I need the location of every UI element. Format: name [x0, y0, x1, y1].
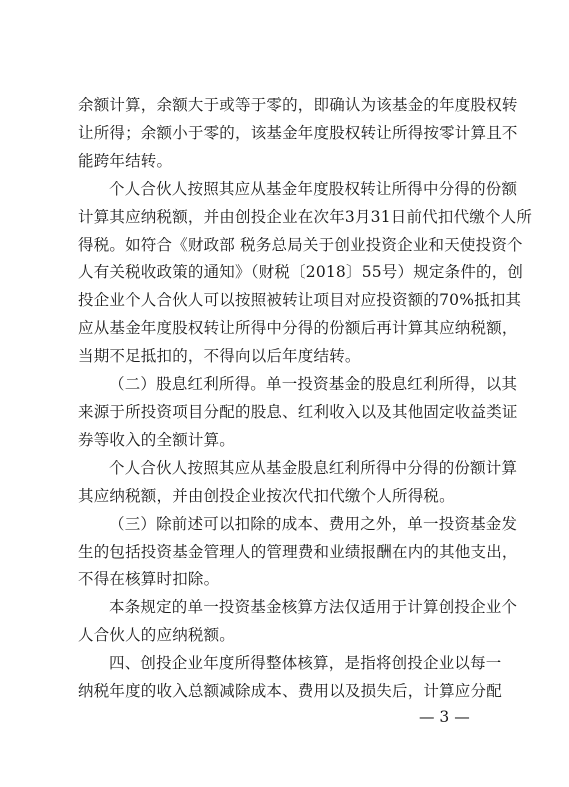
paragraph-line: 其应纳税额，并由创投企业按次代扣代缴个人所得税。: [78, 486, 455, 505]
paragraph-line: 不得在核算时扣除。: [78, 570, 220, 589]
paragraph-line: 四、创投企业年度所得整体核算，是指将创投企业以每一: [109, 654, 502, 673]
paragraph-line: 人合伙人的应纳税额。: [78, 626, 236, 645]
paragraph-line: 当期不足抵扣的，不得向以后年度结转。: [78, 347, 361, 366]
paragraph-line: 让所得；余额小于零的，该基金年度股权转让所得按零计算且不: [78, 123, 518, 142]
paragraph-line: 计算其应纳税额，并由创投企业在次年3月31日前代扣代缴个人所: [78, 207, 533, 226]
paragraph-line: 生的包括投资基金管理人的管理费和业绩报酬在内的其他支出，: [78, 542, 518, 561]
page-number: — 3 —: [419, 708, 470, 726]
paragraph-line: 来源于所投资项目分配的股息、红利收入以及其他固定收益类证: [78, 403, 518, 421]
paragraph-line: 本条规定的单一投资基金核算方法仅适用于计算创投企业个: [109, 598, 518, 617]
paragraph-line: 个人合伙人按照其应从基金股息红利所得中分得的份额计算: [109, 458, 518, 477]
paragraph-line: 人有关税收政策的通知》（财税〔2018〕55号）规定条件的，创: [78, 263, 524, 282]
paragraph-line: （二）股息红利所得。单一投资基金的股息红利所得，以其: [109, 375, 518, 393]
paragraph-line: 应从基金年度股权转让所得中分得的份额后再计算其应纳税额，: [78, 319, 518, 338]
paragraph-line: 能跨年结转。: [78, 151, 173, 170]
paragraph-line: 券等收入的全额计算。: [78, 430, 236, 449]
paragraph-line: （三）除前述可以扣除的成本、费用之外，单一投资基金发: [109, 514, 518, 533]
paragraph-line: 余额计算，余额大于或等于零的，即确认为该基金的年度股权转: [78, 96, 518, 114]
paragraph-line: 得税。如符合《财政部 税务总局关于创业投资企业和天使投资个: [78, 235, 523, 254]
paragraph-line: 纳税年度的收入总额减除成本、费用以及损失后，计算应分配: [78, 682, 502, 700]
paragraph-line: 投企业个人合伙人可以按照被转让项目对应投资额的70%抵扣其: [78, 291, 522, 310]
paragraph-line: 个人合伙人按照其应从基金年度股权转让所得中分得的份额: [109, 179, 518, 198]
